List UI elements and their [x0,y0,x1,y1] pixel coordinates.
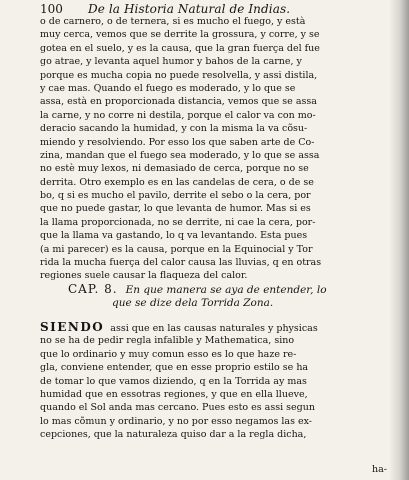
text-line: (a mi parecer) es la causa, porque en la Equinocial y Tor [40,243,313,255]
text-line: gla, conviene entender, que en esse proprio estilo se ha [40,362,309,374]
page-number: 100 [40,2,63,16]
running-title: De la Historia Natural de Indias. [88,2,291,16]
text-line-first: SIENDO assi que en las causas naturales y physicas [40,321,318,334]
chapter-label: CAP. 8. [68,282,118,296]
text-line: la carne, y no corre ni destila, porque el calor va con mo- [40,109,316,121]
text-line: go atrae, y levanta aquel humor y bahos de la carne, y [40,56,302,68]
text-line: porque es mucha copia no puede resolvella, y assi distila, [40,69,318,81]
chapter-title-line-2: que se dize dela Torrida Zona. [112,297,274,309]
text-line: de tomar lo que vamos diziendo, q en la Torrida ay mas [40,375,307,387]
text-line: assa, està en proporcionada distancia, vemos que se assa [40,96,317,108]
text-line: la llama proporcionada, no se derrite, ni cae la cera, por- [40,216,316,228]
text-line: y cae mas. Quando el fuego es moderado, y lo que se [40,82,296,94]
chapter-title-line-1: En que manera se aya de entender, lo [125,284,327,296]
chapter-body [40,321,390,442]
paragraph-continued [40,15,390,283]
page-gutter-shadow [389,0,409,480]
text-line: o de carnero, o de ternera, si es mucho el fuego, y està [40,16,306,27]
drop-initial: SIENDO [40,321,105,334]
text-line: que no puede gastar, lo que levanta de humor. Mas si es [40,203,311,215]
text-line: bo, q si es mucho el pavilo, derrite el sebo o la cera, por [40,190,311,202]
text-line: no se ha de pedir regla infalible y Mathematica, sino [40,335,295,347]
text-line: deracio sacando la humidad, y con la misma la va cõsu- [40,123,308,135]
text-line: muy cerca, vemos que se derrite la grossura, y corre, y se [40,29,320,41]
text-line: rida la mucha fuerça del calor causa las lluvias, q en otras [40,257,322,269]
text-line: gotea en el suelo, y es la causa, que la gran fuerça del fue [40,42,320,54]
text-line: que lo ordinario y muy comun esso es lo que haze re- [40,348,297,360]
text-line: lo mas cõmun y ordinario, y no por esso negamos las ex- [40,415,312,427]
text-line: quando el Sol anda mas cercano. Pues esto es assi segun [40,402,315,414]
text-line: zina, mandan que el fuego sea moderado, y lo que se assa [40,149,320,161]
text-line: cepciones, que la naturaleza quiso dar a la regla dicha, [40,429,307,441]
text-line: humidad que en essotras regiones, y que en ella llueve, [40,388,308,400]
catchword: ha- [372,464,387,475]
text-line: no estè muy lexos, ni demasiado de cerca, porque no se [40,163,309,175]
chapter-heading [68,282,386,310]
text-line: regiones suele causar la flaqueza del calor. [40,270,248,282]
text-line: miendo y resolviendo. Por esso los que saben arte de Co- [40,136,315,148]
text-line: que la llama va gastando, lo q va levantando. Esta pues [40,230,308,242]
text-line: derrita. Otro exemplo es en las candelas de cera, o de se [40,176,314,188]
